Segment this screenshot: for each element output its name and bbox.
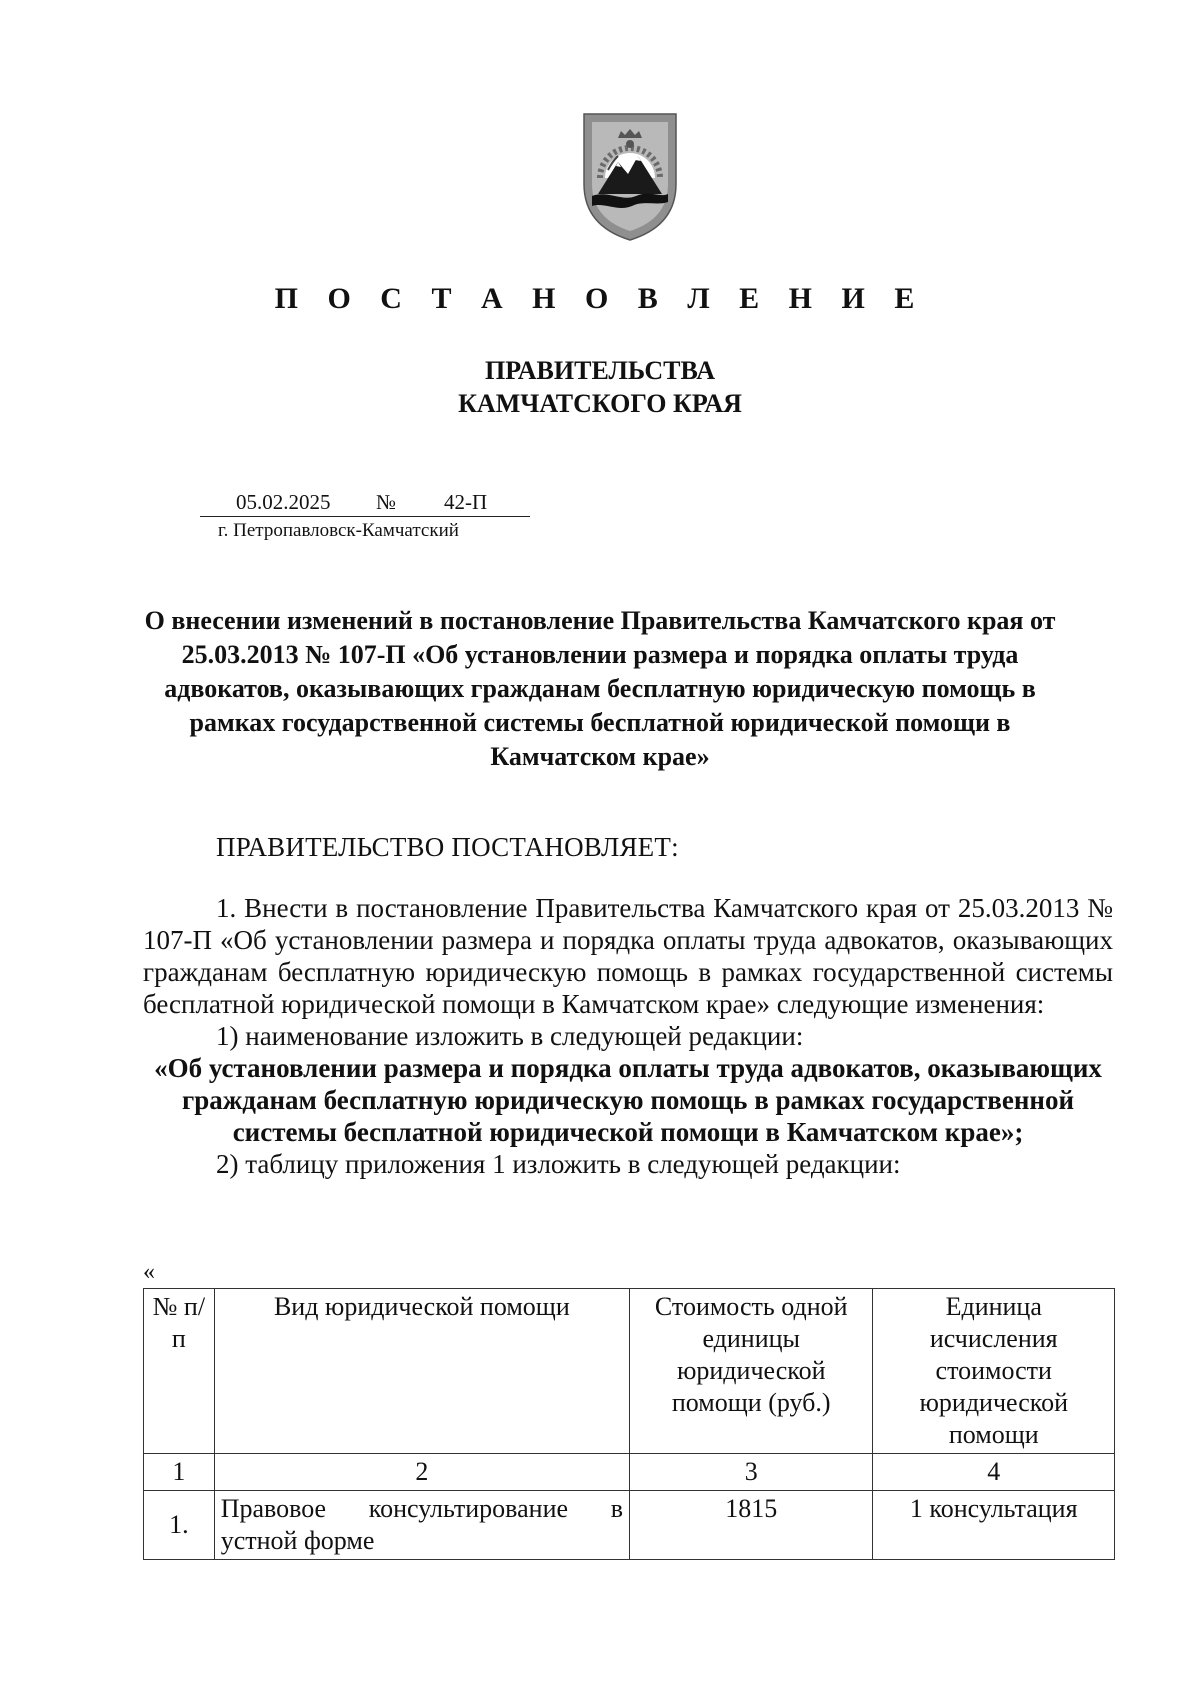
number-sign: № [376, 490, 397, 514]
column-number: 1 [144, 1454, 215, 1491]
table-cell: 1 консультация [873, 1491, 1115, 1560]
table-header: Вид юридической помощи [214, 1289, 629, 1454]
paragraph-3: 2) таблицу приложения 1 изложить в следующей редакции: [216, 1149, 901, 1179]
new-title-quote: «Об установлении размера и порядка оплаты труда адвокатов, оказывающих гражданам бесплатную юридическую помощь в рамках государственной системы бесплатной юридической помощи в Камчатском крае»; [154, 1053, 1102, 1147]
table-header: Единица исчисления стоимости юридической помощи [873, 1289, 1115, 1454]
document-subject: О внесении изменений в постановление Правительства Камчатского края от 25.03.2013 № 107-П «Об установлении размера и порядка оплаты труда адвокатов, оказывающих гражданам бесплатную юридическую помощь в рамках государственной системы бесплатной юридической помощи в Камчатском крае» [144, 606, 1056, 771]
table-header: Стоимость одной единицы юридической помощи (руб.) [629, 1289, 873, 1454]
paragraph-2: 1) наименование изложить в следующей редакции: [216, 1021, 804, 1051]
table-cell: 1815 [629, 1491, 873, 1560]
opening-quote: « [143, 1259, 155, 1285]
column-number: 2 [214, 1454, 629, 1491]
table-header: № п/п [144, 1289, 215, 1454]
decree-heading: ПРАВИТЕЛЬСТВО ПОСТАНОВЛЯЕТ: [216, 832, 679, 862]
paragraph-1: 1. Внести в постановление Правительства Камчатского края от 25.03.2013 № 107-П «Об установлении размера и порядка оплаты труда адвокатов, оказывающих гражданам бесплатную юридическую помощь в рамках государственной системы бесплатной юридической помощи в Камчатском крае» следующие изменения: [143, 893, 1113, 1019]
registration-line [200, 488, 530, 517]
registration-number: 42-П [444, 490, 488, 514]
table-header-row [144, 1289, 1115, 1454]
kamchatka-coat-of-arms-icon [578, 110, 682, 242]
issuing-authority [0, 354, 1200, 420]
fees-table [143, 1288, 1115, 1560]
city-name: г. Петропавловск-Камчатский [218, 520, 459, 541]
authority-line-2: КАМЧАТСКОГО КРАЯ [458, 389, 742, 418]
document-body [143, 892, 1113, 1180]
table-column-numbers-row [144, 1454, 1115, 1491]
column-number: 4 [873, 1454, 1115, 1491]
table-row [144, 1491, 1115, 1560]
column-number: 3 [629, 1454, 873, 1491]
authority-line-1: ПРАВИТЕЛЬСТВА [485, 356, 715, 385]
table-cell: 1. [144, 1491, 215, 1560]
registration-date: 05.02.2025 [236, 490, 331, 514]
table-cell: Правовое консультирование в устной форме [214, 1491, 629, 1560]
document-title: П О С Т А Н О В Л Е Н И Е [274, 282, 926, 315]
